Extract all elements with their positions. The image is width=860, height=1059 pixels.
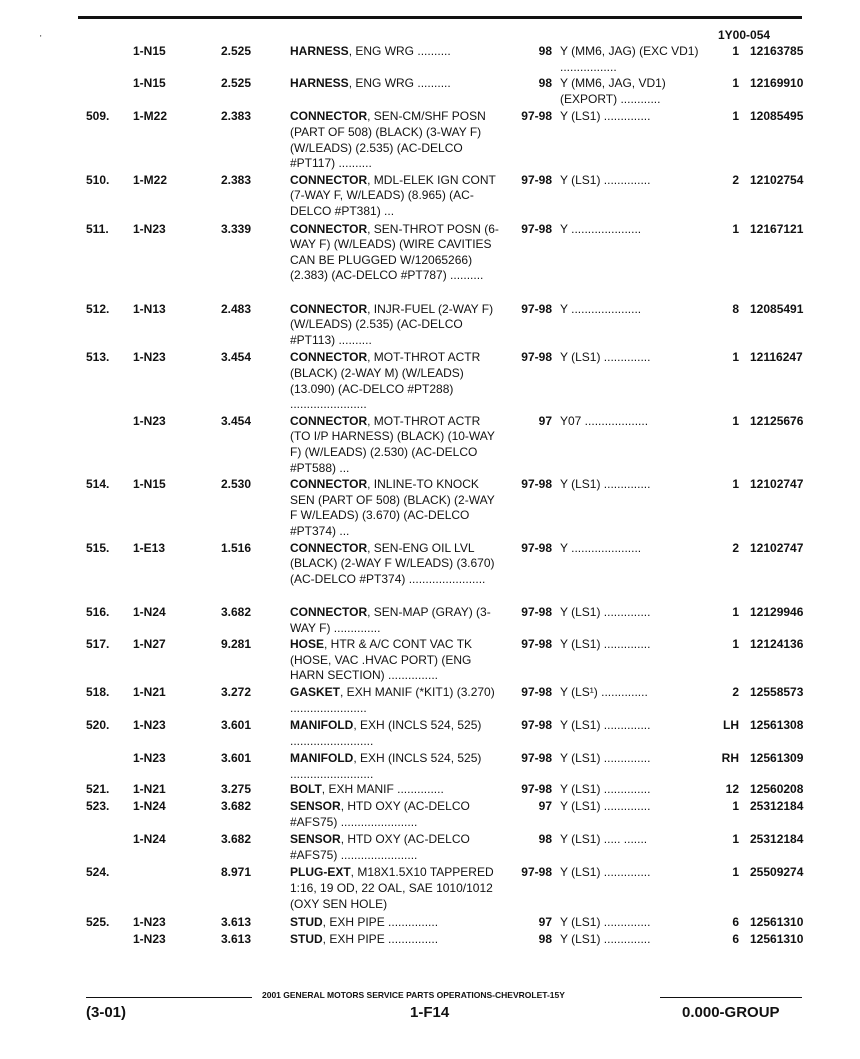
part-name: SENSOR [290, 832, 341, 847]
quantity: 1 [732, 637, 739, 652]
part-description [290, 932, 502, 948]
part-description [290, 44, 502, 60]
illustration-number: 3.454 [221, 350, 252, 365]
quantity: 1 [732, 832, 739, 847]
part-name: MANIFOLD [290, 751, 354, 766]
part-detail: , MOT-THROT ACTR (TO I/P HARNESS) (BLACK) (10-WAY F) (W/LEADS) (2.530) (AC-DELCO #PT588) ... [290, 413, 495, 475]
part-number: 12085491 [750, 301, 804, 316]
part-number: 12129946 [750, 604, 804, 619]
quantity: 2 [732, 172, 739, 187]
ref-number: 511. [86, 221, 109, 236]
illustration-location: 1-N24 [133, 604, 166, 619]
table-row [0, 832, 860, 865]
table-row [0, 414, 860, 477]
table-row [0, 350, 860, 413]
ref-number: 516. [86, 604, 110, 619]
footer-group: 0.000-GROUP [682, 1004, 780, 1021]
usage-code: Y (LS1) .............. [560, 172, 651, 187]
illustration-location: 1-N23 [133, 350, 166, 365]
part-number: 12560208 [750, 782, 804, 797]
part-detail: , EXH (INCLS 524, 525) ......................... [290, 751, 482, 781]
part-number: 12102747 [750, 477, 804, 492]
illustration-location: 1-M22 [133, 109, 168, 124]
footer-rule-left [86, 997, 252, 998]
model-years: 97 [538, 413, 552, 428]
illustration-location: 1-N27 [133, 637, 166, 652]
illustration-location: 1-N21 [133, 684, 166, 699]
quantity: 2 [732, 540, 739, 555]
part-detail: , SEN-ENG OIL LVL (BLACK) (2-WAY F W/LEADS) (3.670) (AC-DELCO #PT374) ....................... [290, 540, 495, 586]
ref-number: 525. [86, 915, 110, 930]
top-rule [78, 16, 802, 19]
model-years: 97-98 [521, 718, 552, 733]
part-number: 12163785 [750, 44, 804, 58]
part-detail: , ENG WRG .......... [348, 76, 451, 91]
table-row [0, 477, 860, 540]
part-detail: , M18X1.5X10 TAPPERED 1:16, 19 OD, 22 OAL, SAE 1010/1012 (OXY SEN HOLE) [290, 865, 494, 911]
model-years: 97-98 [521, 684, 552, 699]
part-detail: , MOT-THROT ACTR (BLACK) (2-WAY M) (W/LEADS) (13.090) (AC-DELCO #PT288) ....................... [290, 350, 481, 412]
part-detail: , INJR-FUEL (2-WAY F) (W/LEADS) (2.535) (AC-DELCO #PT113) .......... [290, 301, 494, 347]
part-number: 25312184 [750, 799, 804, 814]
part-number: 12561309 [750, 751, 804, 766]
model-years: 97-98 [521, 604, 552, 619]
model-years: 98 [538, 44, 552, 58]
part-name: CONNECTOR [290, 477, 368, 492]
part-detail: , EXH PIPE ............... [322, 931, 439, 946]
usage-code: Y ..................... [560, 221, 642, 236]
part-number: 12169910 [750, 76, 804, 91]
usage-code: Y (MM6, JAG) (EXC VD1) ................. [560, 44, 699, 74]
part-name: CONNECTOR [290, 604, 368, 619]
part-detail: , EXH PIPE ............... [322, 915, 439, 930]
illustration-number: 3.339 [221, 221, 252, 236]
usage-code: Y (LS1) .............. [560, 931, 651, 946]
part-number: 25312184 [750, 832, 804, 847]
part-description [290, 832, 502, 863]
part-number: 12561308 [750, 718, 804, 733]
part-name: STUD [290, 931, 323, 946]
quantity: 1 [732, 350, 739, 365]
part-description [290, 605, 502, 636]
part-description [290, 302, 502, 349]
usage-code: Y (LS1) .............. [560, 782, 651, 797]
part-description [290, 751, 502, 782]
illustration-number: 9.281 [221, 637, 252, 652]
ref-number: 520. [86, 718, 110, 733]
illustration-number: 3.613 [221, 931, 252, 946]
illustration-location: 1-N23 [133, 718, 166, 733]
model-years: 97-98 [521, 751, 552, 766]
part-detail: , INLINE-TO KNOCK SEN (PART OF 508) (BLACK) (2-WAY F W/LEADS) (3.670) (AC-DELCO #PT374) ... [290, 477, 495, 538]
illustration-location: 1-N24 [133, 832, 166, 847]
footer-date-code: (3-01) [86, 1004, 127, 1021]
part-number: 12561310 [750, 915, 804, 930]
part-description [290, 414, 502, 476]
table-row [0, 44, 860, 76]
illustration-location: 1-M22 [133, 172, 168, 187]
part-number: 12102747 [750, 540, 804, 555]
ref-number: 521. [86, 782, 110, 797]
quantity: 1 [732, 413, 739, 428]
ref-number: 512. [86, 301, 110, 316]
ref-number: 509. [86, 109, 110, 124]
model-years: 98 [538, 76, 552, 91]
illustration-location: 1-N23 [133, 221, 166, 236]
part-detail: , HTD OXY (AC-DELCO #AFS75) ....................... [290, 832, 470, 862]
model-years: 97-98 [521, 865, 552, 880]
ref-number: 515. [86, 540, 110, 555]
part-name: PLUG-EXT [290, 865, 351, 880]
footer-page-number: 1-F14 [410, 1004, 450, 1021]
part-name: GASKET [290, 684, 341, 699]
illustration-number: 8.971 [221, 865, 252, 880]
table-row [0, 718, 860, 751]
quantity: 1 [732, 477, 739, 492]
illustration-location: 1-N15 [133, 44, 166, 58]
part-detail: , MDL-ELEK IGN CONT (7-WAY F, W/LEADS) (8.965) (AC-DELCO #PT381) ... [290, 172, 496, 218]
parts-list [0, 44, 860, 947]
ref-number: 523. [86, 799, 110, 814]
table-row [0, 302, 860, 351]
ref-number: 514. [86, 477, 110, 492]
part-name: SENSOR [290, 799, 341, 814]
scan-speck: ' [40, 34, 42, 43]
quantity: 1 [732, 799, 739, 814]
part-name: HARNESS [290, 44, 349, 58]
part-detail: , ENG WRG .......... [348, 44, 451, 58]
table-row [0, 932, 860, 948]
part-description [290, 541, 502, 588]
illustration-location: 1-N15 [133, 76, 166, 91]
part-number: 12167121 [750, 221, 804, 236]
part-name: CONNECTOR [290, 301, 368, 316]
part-description [290, 222, 502, 284]
illustration-number: 3.454 [221, 413, 252, 428]
quantity: RH [721, 751, 739, 766]
illustration-location: 1-N24 [133, 799, 166, 814]
part-number: 12102754 [750, 172, 804, 187]
illustration-number: 2.525 [221, 76, 252, 91]
part-name: CONNECTOR [290, 109, 368, 124]
quantity: 12 [725, 782, 739, 797]
model-years: 97-98 [521, 782, 552, 797]
part-name: CONNECTOR [290, 350, 368, 365]
part-name: STUD [290, 915, 323, 930]
illustration-number: 2.383 [221, 109, 252, 124]
model-years: 97-98 [521, 540, 552, 555]
table-row [0, 637, 860, 685]
usage-code: Y (LS1) .............. [560, 109, 651, 124]
quantity: 1 [732, 221, 739, 236]
part-detail: , HTD OXY (AC-DELCO #AFS75) ....................... [290, 799, 470, 829]
illustration-location: 1-N23 [133, 931, 166, 946]
illustration-number: 3.272 [221, 684, 252, 699]
model-years: 97 [538, 915, 552, 930]
part-name: MANIFOLD [290, 718, 354, 733]
table-row [0, 865, 860, 915]
usage-code: Y (LS1) .............. [560, 604, 651, 619]
part-number: 12558573 [750, 684, 804, 699]
part-description [290, 173, 502, 220]
usage-code: Y (LS1) .............. [560, 865, 651, 880]
quantity: 1 [732, 865, 739, 880]
part-detail: , EXH MANIF .............. [321, 782, 444, 797]
quantity: 8 [732, 301, 739, 316]
footer-rule-right [660, 997, 802, 998]
illustration-location: 1-N13 [133, 301, 166, 316]
illustration-location: 1-N21 [133, 782, 166, 797]
ref-number: 513. [86, 350, 110, 365]
part-number: 12561310 [750, 931, 804, 946]
table-row [0, 915, 860, 932]
table-row [0, 541, 860, 605]
part-name: CONNECTOR [290, 172, 368, 187]
part-description [290, 637, 502, 684]
illustration-number: 2.383 [221, 172, 252, 187]
illustration-location: 1-N23 [133, 915, 166, 930]
illustration-location: 1-E13 [133, 540, 166, 555]
page-code: 1Y00-054 [718, 28, 771, 42]
quantity: 1 [732, 76, 739, 91]
table-row [0, 76, 860, 109]
part-detail: , SEN-MAP (GRAY) (3-WAY F) .............. [290, 604, 491, 635]
part-name: CONNECTOR [290, 540, 368, 555]
usage-code: Y (LS1) .............. [560, 915, 651, 930]
quantity: 1 [732, 109, 739, 124]
part-name: CONNECTOR [290, 413, 368, 428]
model-years: 98 [538, 832, 552, 847]
quantity: 1 [732, 604, 739, 619]
part-detail: , EXH (INCLS 524, 525) ......................... [290, 718, 482, 748]
model-years: 98 [538, 931, 552, 946]
usage-code: Y (LS1) .............. [560, 799, 651, 814]
model-years: 97-98 [521, 172, 552, 187]
model-years: 97-98 [521, 350, 552, 365]
quantity: 2 [732, 684, 739, 699]
quantity: 6 [732, 931, 739, 946]
model-years: 97-98 [521, 637, 552, 652]
usage-code: Y ..................... [560, 540, 642, 555]
ref-number: 518. [86, 684, 110, 699]
part-description [290, 915, 502, 931]
illustration-location: 1-N15 [133, 477, 166, 492]
table-row [0, 799, 860, 832]
part-description [290, 76, 502, 92]
model-years: 97-98 [521, 109, 552, 124]
ref-number: 510. [86, 172, 110, 187]
illustration-location: 1-N23 [133, 413, 166, 428]
table-row [0, 222, 860, 302]
part-name: HARNESS [290, 76, 349, 91]
illustration-number: 2.530 [221, 477, 252, 492]
usage-code: Y (LS1) .............. [560, 718, 651, 733]
table-row [0, 109, 860, 172]
part-name: CONNECTOR [290, 221, 368, 236]
part-description [290, 865, 502, 912]
part-number: 12124136 [750, 637, 804, 652]
ref-number: 517. [86, 637, 110, 652]
illustration-number: 3.601 [221, 751, 252, 766]
usage-code: Y (LS¹) .............. [560, 684, 648, 699]
table-row [0, 751, 860, 782]
usage-code: Y07 ................... [560, 413, 649, 428]
illustration-number: 2.483 [221, 301, 252, 316]
part-description [290, 109, 502, 171]
table-row [0, 685, 860, 718]
part-number: 12125676 [750, 413, 804, 428]
model-years: 97-98 [521, 221, 552, 236]
illustration-location: 1-N23 [133, 751, 166, 766]
usage-code: Y (LS1) .............. [560, 350, 651, 365]
illustration-number: 3.601 [221, 718, 252, 733]
part-description [290, 718, 502, 749]
illustration-number: 3.682 [221, 604, 252, 619]
illustration-number: 3.613 [221, 915, 252, 930]
part-detail: , EXH MANIF (*KIT1) (3.270) ....................... [290, 684, 495, 715]
usage-code: Y (LS1) .............. [560, 751, 651, 766]
illustration-number: 2.525 [221, 44, 252, 58]
part-description [290, 685, 502, 716]
illustration-number: 1.516 [221, 540, 252, 555]
part-number: 25509274 [750, 865, 804, 880]
part-description [290, 350, 502, 412]
part-number: 12116247 [750, 350, 803, 365]
part-detail: , SEN-CM/SHF POSN (PART OF 508) (BLACK) (3-WAY F) (W/LEADS) (2.535) (AC-DELCO #PT117) .......... [290, 109, 486, 171]
usage-code: Y (LS1) .............. [560, 637, 651, 652]
model-years: 97 [538, 799, 552, 814]
usage-code: Y (MM6, JAG, VD1) (EXPORT) ............ [560, 76, 666, 106]
part-name: BOLT [290, 782, 322, 797]
ref-number: 524. [86, 865, 110, 880]
part-description [290, 799, 502, 830]
illustration-number: 3.682 [221, 832, 252, 847]
model-years: 97-98 [521, 477, 552, 492]
usage-code: Y (LS1) ..... ....... [560, 832, 648, 847]
footer-publisher: 2001 GENERAL MOTORS SERVICE PARTS OPERATIONS-CHEVROLET-15Y [262, 990, 565, 1000]
model-years: 97-98 [521, 301, 552, 316]
illustration-number: 3.275 [221, 782, 252, 797]
illustration-number: 3.682 [221, 799, 252, 814]
part-description [290, 782, 502, 798]
quantity: 1 [732, 44, 739, 58]
table-row [0, 782, 860, 799]
quantity: 6 [732, 915, 739, 930]
part-number: 12085495 [750, 109, 804, 124]
usage-code: Y ..................... [560, 301, 642, 316]
part-name: HOSE [290, 637, 325, 652]
table-row [0, 173, 860, 222]
quantity: LH [723, 718, 739, 733]
part-detail: , SEN-THROT POSN (6-WAY F) (W/LEADS) (WIRE CAVITIES CAN BE PLUGGED W/12065266) (2.383) (AC-DELCO #PT787) .......... [290, 221, 499, 283]
table-row [0, 605, 860, 637]
usage-code: Y (LS1) .............. [560, 477, 651, 492]
part-detail: , HTR & A/C CONT VAC TK (HOSE, VAC .HVAC PORT) (ENG HARN SECTION) ............... [290, 637, 473, 683]
part-description [290, 477, 502, 539]
